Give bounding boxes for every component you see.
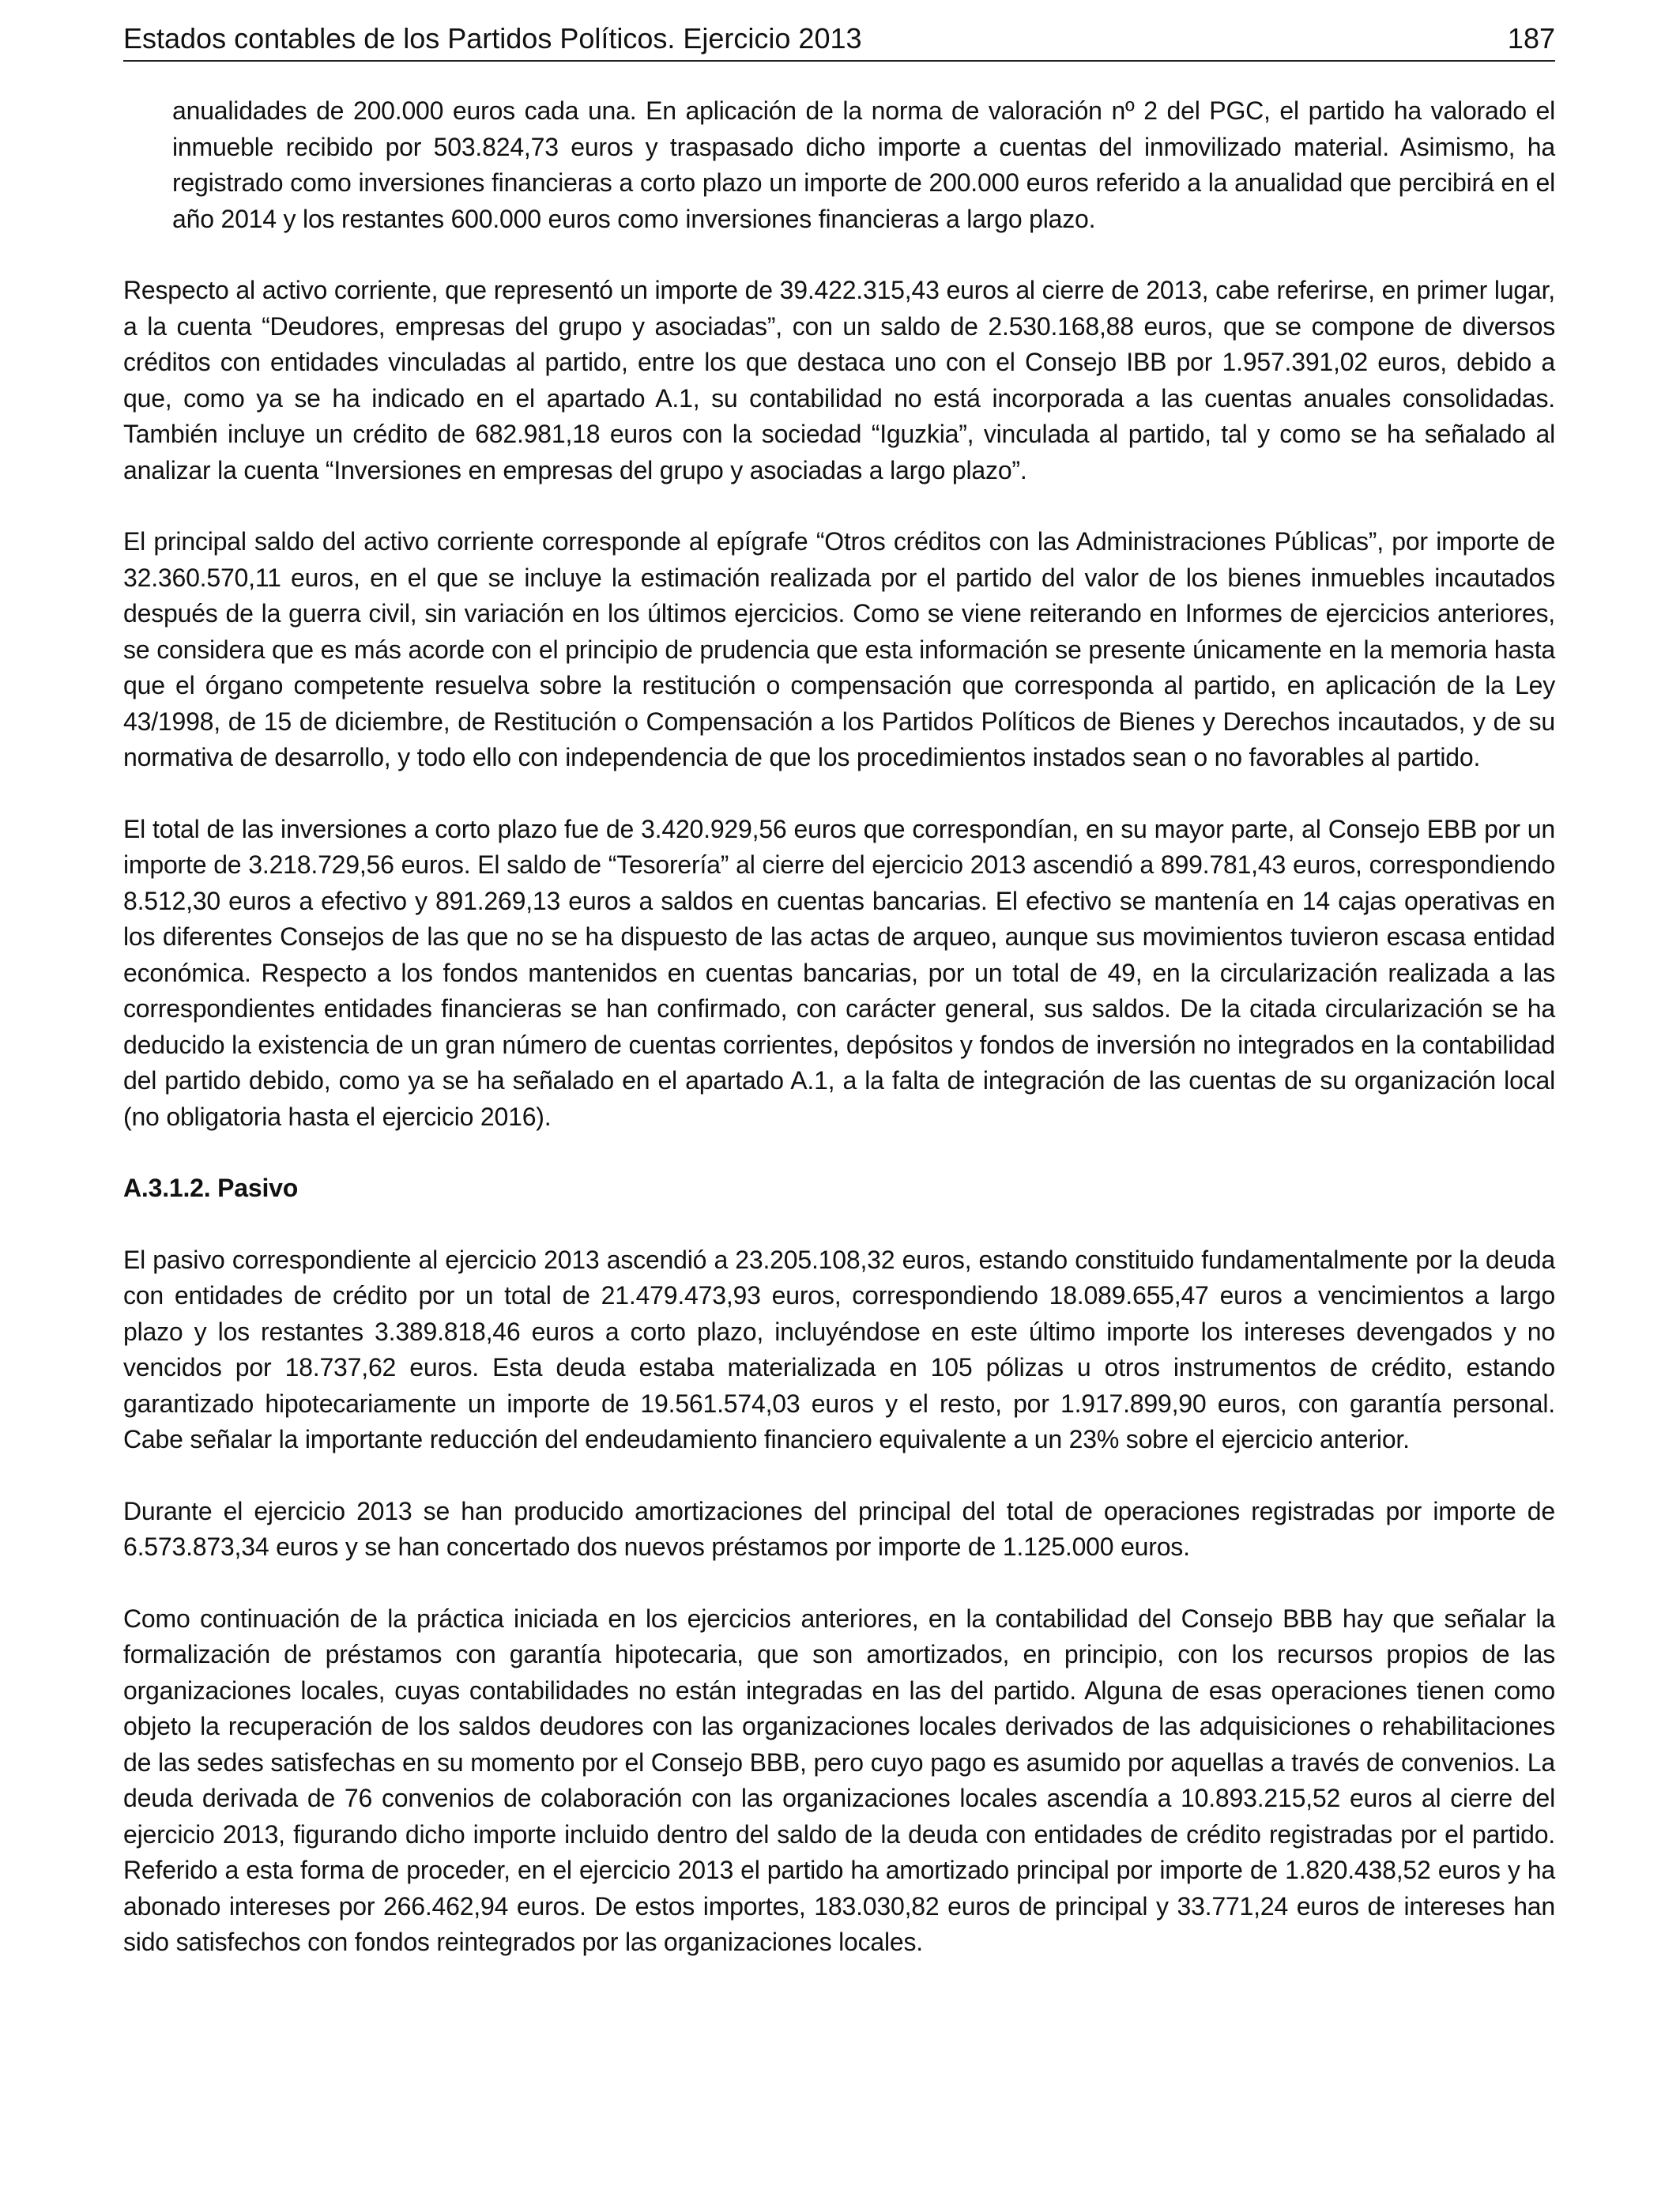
section-heading-pasivo: A.3.1.2. Pasivo	[123, 1174, 299, 1202]
paragraph-otros-creditos: El principal saldo del activo corriente corresponde al epígrafe “Otros créditos con las Administraciones Públicas”, por importe de 32.360.570,11 euros, en el que se incluye la estimación realizada por el partido del valor de los bienes inmuebles incautados después de la guerra civil, sin variación en los últimos ejercicios. Como se viene reiterando en Informes de ejercicios anteriores, se considera que es más acorde con el principio de prudencia que esta información se presente únicamente en la memoria hasta que el órgano competente resuelva sobre la restitución o compensación que corresponda al partido, en aplicación de la Ley 43/1998, de 15 de diciembre, de Restitución o Compensación a los Partidos Políticos de Bienes y Derechos incautados, y de su normativa de desarrollo, y todo ello con independencia de que los procedimientos instados sean o no favorables al partido.	[123, 527, 1555, 771]
running-header	[123, 14, 1555, 62]
header-title: Estados contables de los Partidos Políticos. Ejercicio 2013	[123, 22, 862, 55]
paragraph-inversiones-tesoreria: El total de las inversiones a corto plazo fue de 3.420.929,56 euros que correspondían, en su mayor parte, al Consejo EBB por un importe de 3.218.729,56 euros. El saldo de “Tesorería” al cierre del ejercicio 2013 ascendió a 899.781,43 euros, correspondiendo 8.512,30 euros a efectivo y 891.269,13 euros a saldos en cuentas bancarias. El efectivo se mantenía en 14 cajas operativas en los diferentes Consejos de las que no se ha dispuesto de las actas de arqueo, aunque sus movimientos tuvieron escasa entidad económica. Respecto a los fondos mantenidos en cuentas bancarias, por un total de 49, en la circularización realizada a las correspondientes entidades financieras se han confirmado, con carácter general, sus saldos. De la citada circularización se ha deducido la existencia de un gran número de cuentas corrientes, depósitos y fondos de inversión no integrados en la contabilidad del partido debido, como ya se ha señalado en el apartado A.1, a la falta de integración de las cuentas de su organización local (no obligatoria hasta el ejercicio 2016).	[123, 814, 1555, 1131]
paragraph-consejo-bbb: Como continuación de la práctica iniciada en los ejercicios anteriores, en la contabilidad del Consejo BBB hay que señalar la formalización de préstamos con garantía hipotecaria, que son amortizados, en principio, con los recursos propios de las organizaciones locales, cuyas contabilidades no están integradas en las del partido. Alguna de esas operaciones tienen como objeto la recuperación de los saldos deudores con las organizaciones locales derivados de las adquisiciones o rehabilitaciones de las sedes satisfechas en su momento por el Consejo BBB, pero cuyo pago es asumido por aquellas a través de convenios. La deuda derivada de 76 convenios de colaboración con las organizaciones locales ascendía a 10.893.215,52 euros al cierre del ejercicio 2013, figurando dicho importe incluido dentro del saldo de la deuda con entidades de crédito registradas por el partido. Referido a esta forma de proceder, en el ejercicio 2013 el partido ha amortizado principal por importe de 1.820.438,52 euros y ha abonado intereses por 266.462,94 euros. De estos importes, 183.030,82 euros de principal y 33.771,24 euros de intereses han sido satisfechos con fondos reintegrados por las organizaciones locales.	[123, 1604, 1555, 1956]
body-text	[123, 93, 1555, 1996]
paragraph-continuation: anualidades de 200.000 euros cada una. En aplicación de la norma de valoración nº 2 del PGC, el partido ha valorado el inmueble recibido por 503.824,73 euros y traspasado dicho importe a cuentas del inmovilizado material. Asimismo, ha registrado como inversiones financieras a corto plazo un importe de 200.000 euros referido a la anualidad que percibirá en el año 2014 y los restantes 600.000 euros como inversiones financieras a largo plazo.	[172, 96, 1555, 233]
paragraph-pasivo: El pasivo correspondiente al ejercicio 2013 ascendió a 23.205.108,32 euros, estando constituido fundamentalmente por la deuda con entidades de crédito por un total de 21.479.473,93 euros, correspondiendo 18.089.655,47 euros a vencimientos a largo plazo y los restantes 3.389.818,46 euros a corto plazo, incluyéndose en este último importe los intereses devengados y no vencidos por 18.737,62 euros. Esta deuda estaba materializada en 105 pólizas u otros instrumentos de crédito, estando garantizado hipotecariamente un importe de 19.561.574,03 euros y el resto, por 1.917.899,90 euros, con garantía personal. Cabe señalar la importante reducción del endeudamiento financiero equivalente a un 23% sobre el ejercicio anterior.	[123, 1245, 1555, 1453]
paragraph-amortizaciones: Durante el ejercicio 2013 se han producido amortizaciones del principal del total de operaciones registradas por importe de 6.573.873,34 euros y se han concertado dos nuevos préstamos por importe de 1.125.000 euros.	[123, 1496, 1555, 1561]
paragraph-activo-corriente: Respecto al activo corriente, que representó un importe de 39.422.315,43 euros al cierre de 2013, cabe referirse, en primer lugar, a la cuenta “Deudores, empresas del grupo y asociadas”, con un saldo de 2.530.168,88 euros, que se compone de diversos créditos con entidades vinculadas al partido, entre los que destaca uno con el Consejo IBB por 1.957.391,02 euros, debido a que, como ya se ha indicado en el apartado A.1, su contabilidad no está incorporada a las cuentas anuales consolidadas. También incluye un crédito de 682.981,18 euros con la sociedad “Iguzkia”, vinculada al partido, tal y como se ha señalado al analizar la cuenta “Inversiones en empresas del grupo y asociadas a largo plazo”.	[123, 276, 1555, 484]
page-number: 187	[1507, 22, 1555, 55]
